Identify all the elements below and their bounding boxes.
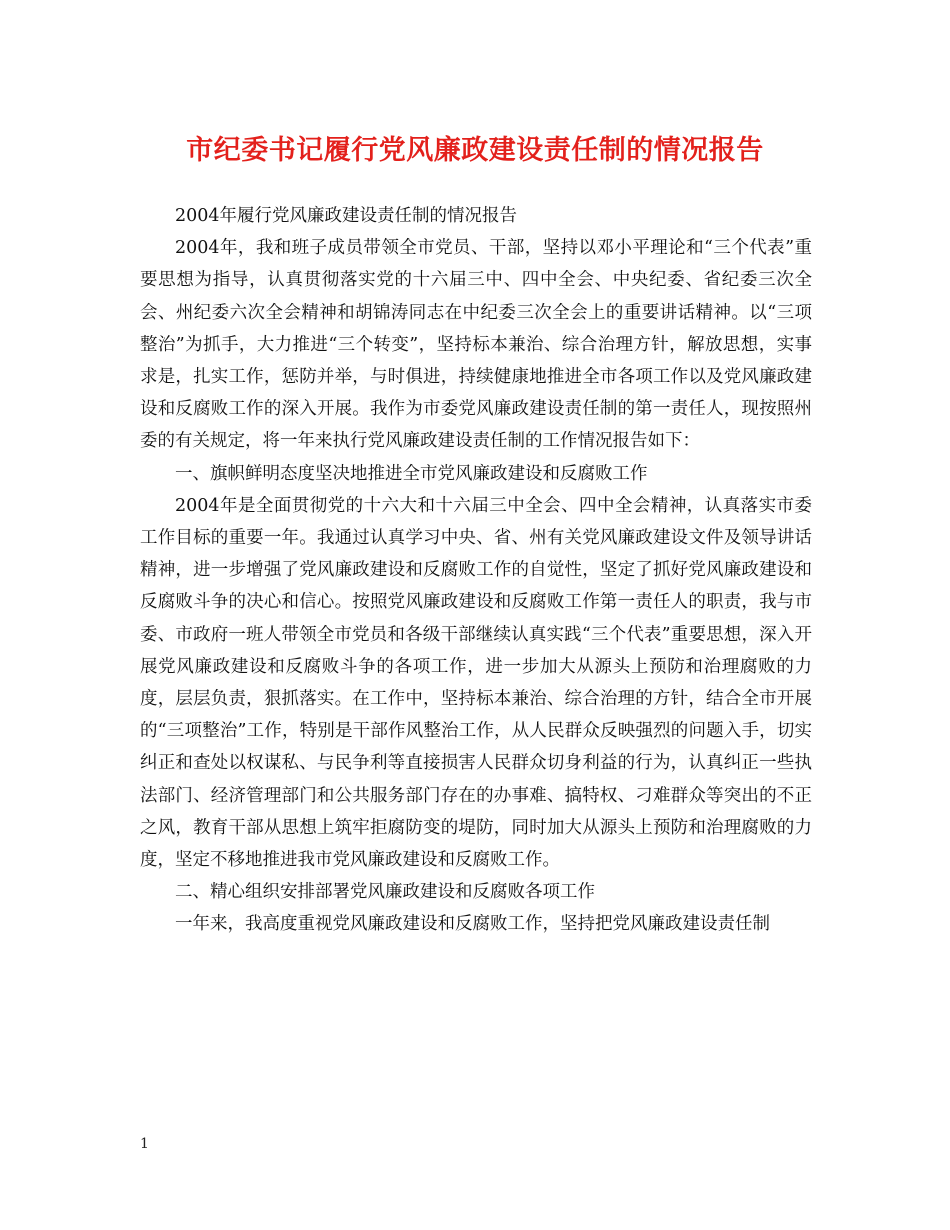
page-number: 1 — [140, 1136, 149, 1152]
section-2-paragraph: 一年来，我高度重视党风廉政建设和反腐败工作，坚持把党风廉政建设责任制 — [175, 914, 770, 935]
document-title: 市纪委书记履行党风廉政建设责任制的情况报告 — [186, 135, 764, 166]
section-heading-1: 一、旗帜鲜明态度坚决地推进全市党风廉政建设和反腐败工作 — [175, 463, 648, 484]
section-1-paragraph: 2004年是全面贯彻党的十六大和十六届三中全会、四中全会精神，认真落实市委工作目标的重要一年。我通过认真学习中央、省、州有关党风廉政建设文件及领导讲话精神，进一步增强了党风廉政建设和反腐败工作的自觉性，坚定了抓好党风廉政建设和反腐败斗争的决心和信心。按照党风廉政建设和反腐败工作第一责任人的职责，我与市委、市政府一班人带领全市党员和各级干部继续认真实践“三个代表”重要思想，深入开展党风廉政建设和反腐败斗争的各项工作，进一步加大从源头上预防和治理腐败的力度，层层负责，狠抓落实。在工作中，坚持标本兼治、综合治理的方针，结合全市开展的“三项整治”工作，特别是干部作风整治工作，从人民群众反映强烈的问题入手，切实纠正和查处以权谋私、与民争利等直接损害人民群众切身利益的行为，认真纠正一些执法部门、经济管理部门和公共服务部门存在的办事难、搞特权、刁难群众等突出的不正之风，教育干部从思想上筑牢拒腐防变的堤防，同时加大从源头上预防和治理腐败的力度，坚定不移地推进我市党风廉政建设和反腐败工作。 — [140, 495, 812, 871]
document-body — [140, 200, 812, 941]
section-heading-2: 二、精心组织安排部署党风廉政建设和反腐败各项工作 — [175, 882, 595, 903]
subtitle-paragraph: 2004年履行党风廉政建设责任制的情况报告 — [175, 206, 518, 226]
intro-paragraph: 2004年，我和班子成员带领全市党员、干部，坚持以邓小平理论和“三个代表”重要思想为指导，认真贯彻落实党的十六届三中、四中全会、中央纪委、省纪委三次全会、州纪委六次全会精神和胡锦涛同志在中纪委三次全会上的重要讲话精神。以“三项整治”为抓手，大力推进“三个转变”，坚持标本兼治、综合治理方针，解放思想，实事求是，扎实工作，惩防并举，与时俱进，持续健康地推进全市各项工作以及党风廉政建设和反腐败工作的深入开展。我作为市委党风廉政建设责任制的第一责任人，现按照州委的有关规定，将一年来执行党风廉政建设责任制的工作情况报告如下： — [140, 238, 812, 452]
